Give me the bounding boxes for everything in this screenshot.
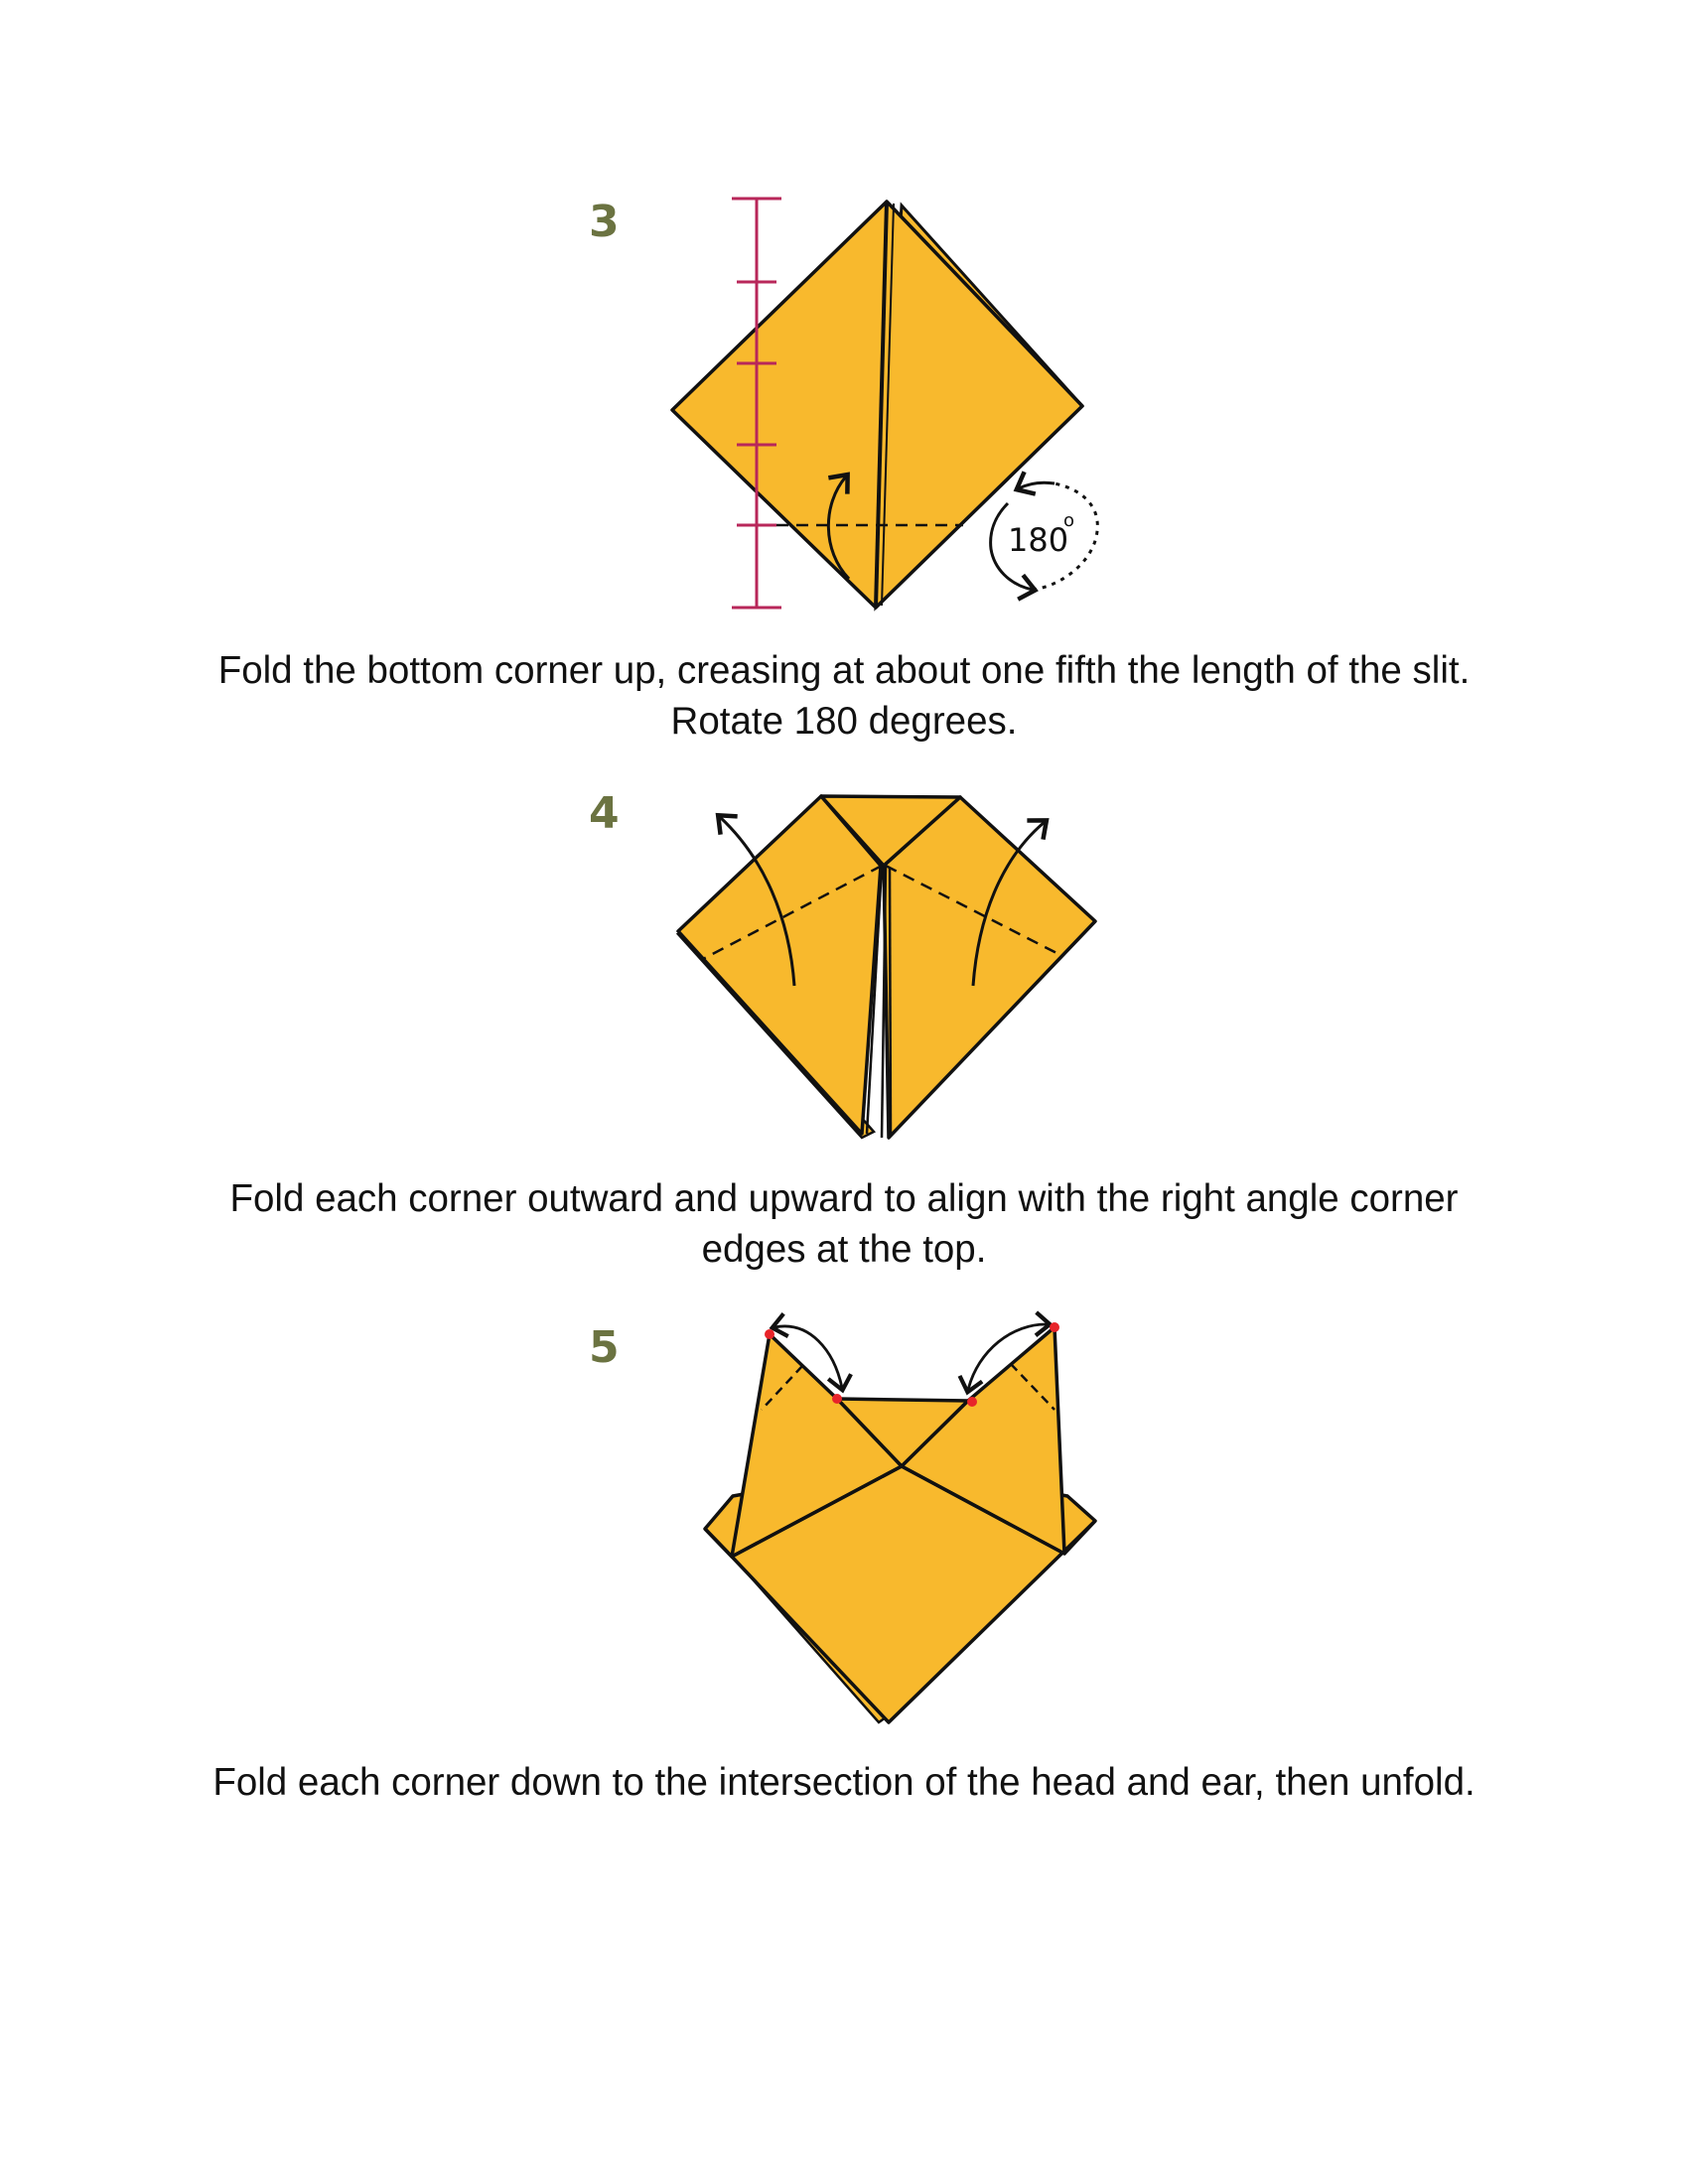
step-number-3: 3 [589, 197, 620, 247]
step-5-diagram [0, 1305, 1688, 1737]
step-5-caption: Fold each corner down to the intersection of the head and ear, then unfold. [212, 1761, 1476, 1804]
left-ear-tip-dot [765, 1329, 774, 1339]
step-3-diagram [0, 179, 1688, 625]
degree-mark: o [1063, 510, 1075, 531]
step-4-diagram [0, 784, 1688, 1152]
paper-left-flap [678, 796, 881, 1134]
rotate-icon [991, 482, 1098, 590]
step-number-5: 5 [589, 1322, 620, 1373]
right-ear-tip-dot [1050, 1322, 1059, 1332]
right-intersection-dot [967, 1397, 977, 1407]
step-3-caption: Fold the bottom corner up, creasing at about one fifth the length of the slit. Rotate 180 degrees. [217, 649, 1471, 743]
left-intersection-dot [832, 1394, 842, 1404]
step-4-caption: Fold each corner outward and upward to align with the right angle corner edges at the top. [229, 1177, 1459, 1271]
paper-right-flap [884, 797, 1095, 1138]
rotation-label: 180 [1008, 521, 1069, 559]
step-number-4: 4 [589, 788, 620, 839]
